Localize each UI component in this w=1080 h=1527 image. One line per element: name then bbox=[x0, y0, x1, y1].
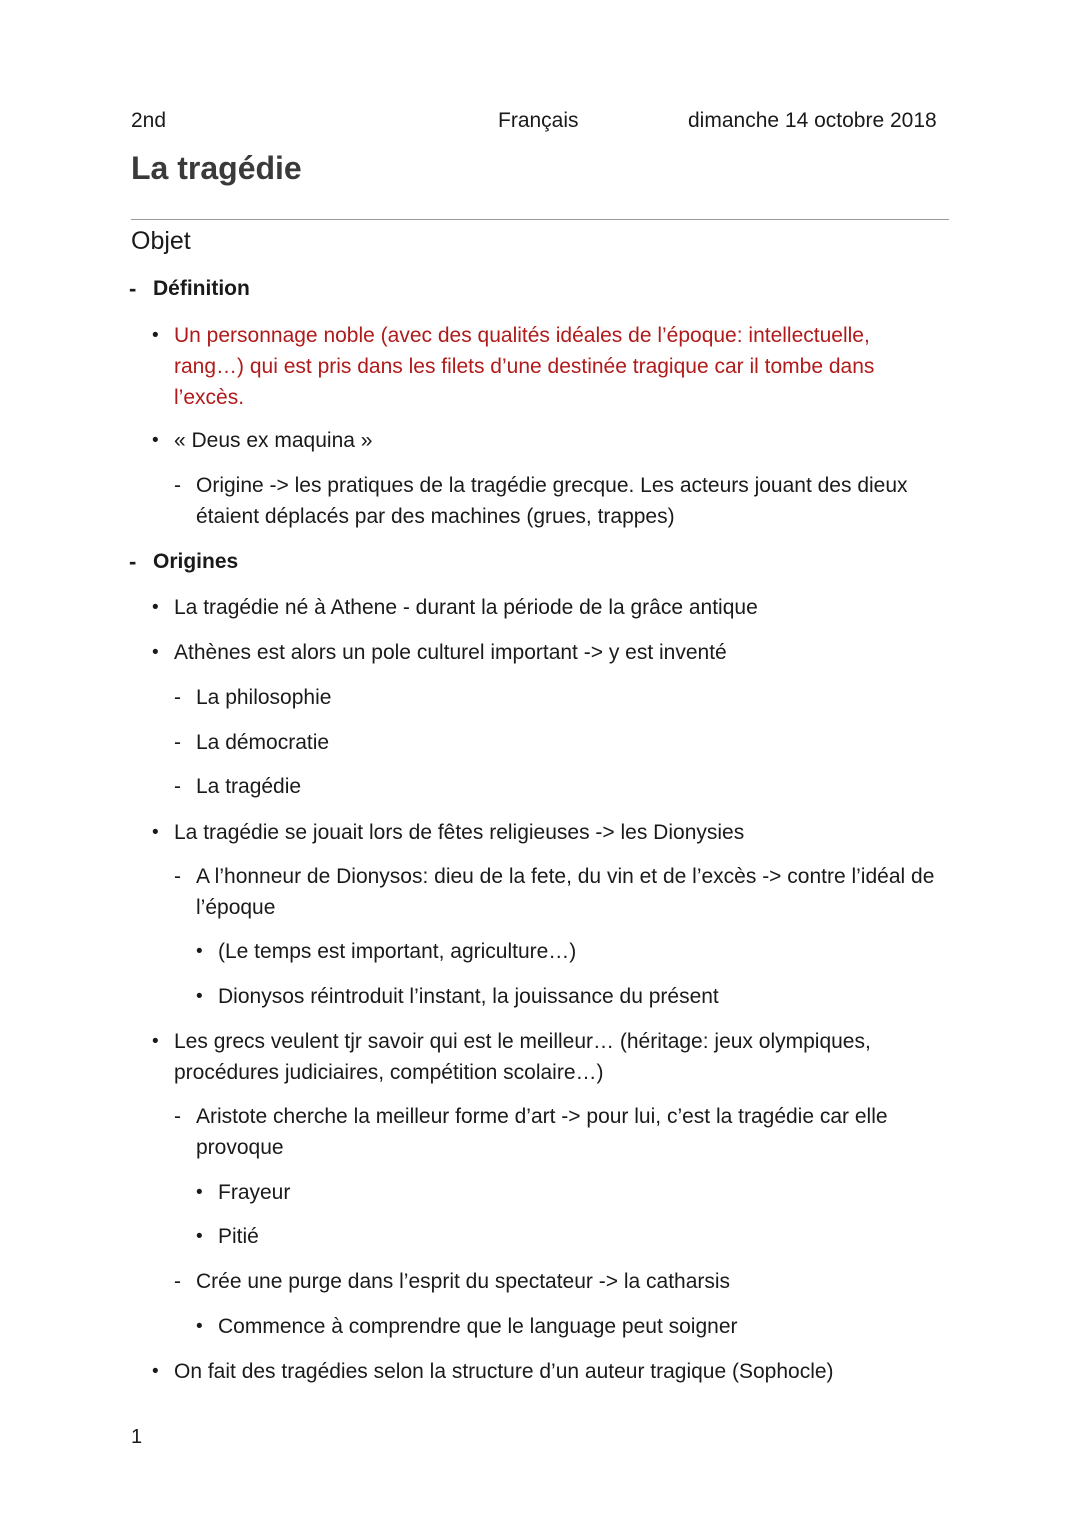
section-heading: Objet bbox=[131, 227, 191, 255]
definition-item: « Deus ex maquina » bbox=[174, 429, 373, 452]
definition-subitem: Origine -> les pratiques de la tragédie grecque. Les acteurs jouant des dieux étaient déplacés par des machines (grues, trappes) bbox=[196, 474, 908, 528]
definition-item: Un personnage noble (avec des qualités idéales de l’époque: intellectuelle, rang…) qui est pris dans les filets d’une destinée tragique car il tombe dans l’excès. bbox=[174, 324, 875, 409]
origines-subitem: La tragédie bbox=[196, 775, 302, 798]
bullet-icon: • bbox=[196, 1316, 203, 1337]
dash-marker: - bbox=[174, 865, 181, 888]
definition-heading: Définition bbox=[153, 277, 250, 300]
dash-marker: - bbox=[129, 276, 137, 301]
bullet-icon: • bbox=[152, 597, 159, 618]
origines-heading: Origines bbox=[153, 550, 239, 573]
bullet-icon: • bbox=[152, 430, 159, 451]
header-level: 2nd bbox=[131, 109, 167, 132]
origines-item: Les grecs veulent tjr savoir qui est le meilleur… (héritage: jeux olympiques, procédures judiciaires, compétition scolaire…) bbox=[174, 1030, 871, 1084]
bullet-icon: • bbox=[152, 325, 159, 346]
origines-item: On fait des tragédies selon la structure d’un auteur tragique (Sophocle) bbox=[174, 1360, 834, 1383]
dash-marker: - bbox=[174, 686, 181, 709]
dash-marker: - bbox=[174, 1105, 181, 1128]
origines-item: La tragédie se jouait lors de fêtes religieuses -> les Dionysies bbox=[174, 821, 745, 844]
page-number: 1 bbox=[131, 1426, 143, 1448]
dash-marker: - bbox=[174, 775, 181, 798]
dash-marker: - bbox=[174, 731, 181, 754]
origines-subitem: La démocratie bbox=[196, 731, 330, 754]
origines-item: La tragédie né à Athene - durant la période de la grâce antique bbox=[174, 596, 758, 619]
dash-marker: - bbox=[174, 1270, 181, 1293]
origines-subitem: A l’honneur de Dionysos: dieu de la fete, du vin et de l’excès -> contre l’idéal de l’époque bbox=[196, 865, 935, 919]
origines-subitem: La philosophie bbox=[196, 686, 332, 709]
bullet-icon: • bbox=[152, 1361, 159, 1382]
dash-marker: - bbox=[129, 549, 137, 574]
origines-subitem: Crée une purge dans l’esprit du spectateur -> la catharsis bbox=[196, 1270, 731, 1293]
page-title: La tragédie bbox=[131, 150, 302, 186]
header-subject: Français bbox=[498, 109, 579, 132]
origines-item: Athènes est alors un pole culturel important -> y est inventé bbox=[174, 641, 727, 664]
origines-subsubitem: Commence à comprendre que le language peut soigner bbox=[218, 1315, 738, 1338]
bullet-icon: • bbox=[196, 986, 203, 1007]
dash-marker: - bbox=[174, 474, 181, 497]
header-date: dimanche 14 octobre 2018 bbox=[688, 109, 937, 132]
bullet-icon: • bbox=[196, 941, 203, 962]
title-divider bbox=[131, 219, 949, 220]
origines-subitem: Aristote cherche la meilleur forme d’art -> pour lui, c’est la tragédie car elle provoque bbox=[196, 1105, 888, 1159]
origines-subsubitem: (Le temps est important, agriculture…) bbox=[218, 940, 577, 963]
bullet-icon: • bbox=[196, 1182, 203, 1203]
origines-subsubitem: Dionysos réintroduit l’instant, la jouissance du présent bbox=[218, 985, 719, 1008]
origines-subsubitem: Pitié bbox=[218, 1225, 259, 1248]
bullet-icon: • bbox=[152, 1031, 159, 1052]
origines-subsubitem: Frayeur bbox=[218, 1181, 291, 1204]
bullet-icon: • bbox=[152, 642, 159, 663]
bullet-icon: • bbox=[196, 1226, 203, 1247]
bullet-icon: • bbox=[152, 822, 159, 843]
